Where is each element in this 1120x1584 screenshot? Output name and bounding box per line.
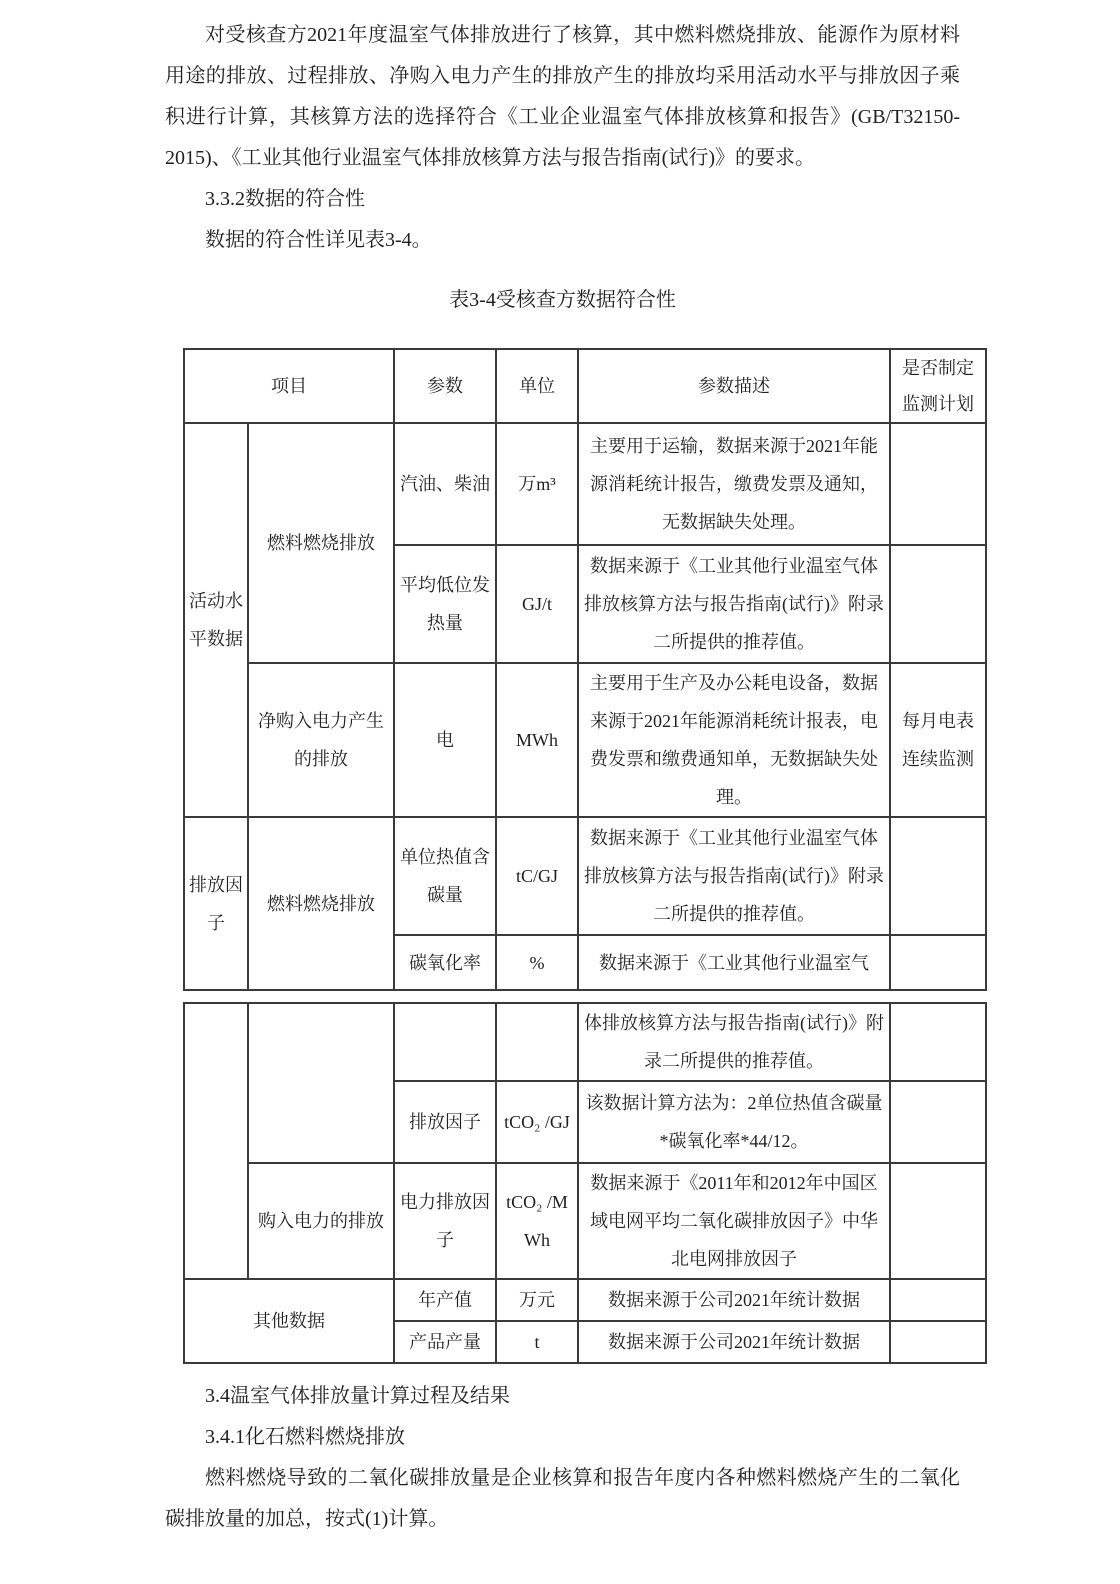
cell-unit: 万m³ [496,423,578,545]
cell-plan-empty [890,1081,986,1163]
cell-desc: 主要用于运输，数据来源于2021年能源消耗统计报告，缴费发票及通知，无数据缺失处理。 [578,423,890,545]
cell-param: 汽油、柴油 [394,423,496,545]
cell-unit: MWh [496,663,578,817]
section-heading-3-3-2: 3.3.2数据的符合性 [205,188,365,210]
data-table-block2 [183,1002,987,1364]
intro-paragraph: 对受核查方2021年度温室气体排放进行了核算，其中燃料燃烧排放、能源作为原材料用途的排放、过程排放、净购入电力产生的排放产生的排放均采用活动水平与排放因子乘积进行计算，其核算方法的选择符合《工业企业温室气体排放核算和报告》(GB/T32150-2015)、《工业其他行业温室气体排放核算方法与报告指南(试行)》的要求。 [165,24,960,169]
cell-unit: 万元 [496,1279,578,1321]
closing-paragraph: 燃料燃烧导致的二氧化碳排放量是企业核算和报告年度内各种燃料燃烧产生的二氧化碳排放量的加总，按式(1)计算。 [165,1467,960,1530]
table-row [184,1163,986,1279]
cell-category: 净购入电力产生的排放 [248,663,394,817]
table-row [184,817,986,935]
cell-category: 购入电力的排放 [248,1163,394,1279]
cell-plan-empty [890,1003,986,1081]
header-cell-item: 项目 [184,349,394,423]
section-heading-3-4: 3.4温室气体排放量计算过程及结果 [205,1385,510,1407]
cell-param: 单位热值含碳量 [394,817,496,935]
cell-plan-empty [890,423,986,545]
cell-desc: 数据来源于《工业其他行业温室气体排放核算方法与报告指南(试行)》附录二所提供的推荐值。 [578,545,890,663]
cell-unit: t [496,1321,578,1363]
cell-param: 排放因子 [394,1081,496,1163]
cell-plan-empty [890,1279,986,1321]
table-row [184,423,986,545]
cell-param: 年产值 [394,1279,496,1321]
cell-param: 电力排放因子 [394,1163,496,1279]
header-cell-unit: 单位 [496,349,578,423]
cell-param: 产品产量 [394,1321,496,1363]
cell-plan-empty [890,817,986,935]
cell-unit: % [496,935,578,990]
header-cell-desc: 参数描述 [578,349,890,423]
cell-desc: 体排放核算方法与报告指南(试行)》附录二所提供的推荐值。 [578,1003,890,1081]
table-row [184,1003,986,1081]
cell-plan-empty [890,1321,986,1363]
cell-desc: 主要用于生产及办公耗电设备，数据来源于2021年能源消耗统计报表，电费发票和缴费通知单，无数据缺失处理。 [578,663,890,817]
cell-unit: GJ/t [496,545,578,663]
cell-desc: 数据来源于《工业其他行业温室气 [578,935,890,990]
cell-desc: 数据来源于《工业其他行业温室气体排放核算方法与报告指南(试行)》附录二所提供的推荐值。 [578,817,890,935]
cell-param [394,1003,496,1081]
cell-group-activity: 活动水平数据 [184,423,248,817]
cell-category-other: 其他数据 [184,1279,394,1363]
cell-plan-empty [890,545,986,663]
cell-param: 电 [394,663,496,817]
table-row [184,1279,986,1321]
cell-plan-empty [890,935,986,990]
cell-group-empty [184,1003,248,1279]
cell-category-empty [248,1003,394,1163]
header-cell-plan: 是否制定监测计划 [890,349,986,423]
cell-unit: tCO₂ /GJ [496,1081,578,1163]
table-title: 表3-4受核查方数据符合性 [449,289,676,311]
cell-unit [496,1003,578,1081]
cell-param: 平均低位发热量 [394,545,496,663]
cell-plan: 每月电表连续监测 [890,663,986,817]
cell-unit: tC/GJ [496,817,578,935]
cell-desc: 数据来源于公司2021年统计数据 [578,1321,890,1363]
table-header-row [184,349,986,423]
data-table-block1 [183,348,987,991]
cell-group-factor: 排放因子 [184,817,248,990]
cell-category: 燃料燃烧排放 [248,817,394,990]
cell-param: 碳氧化率 [394,935,496,990]
cell-desc: 数据来源于公司2021年统计数据 [578,1279,890,1321]
table-row [184,663,986,817]
header-cell-param: 参数 [394,349,496,423]
cell-desc: 数据来源于《2011年和2012年中国区域电网平均二氧化碳排放因子》中华北电网排放因子 [578,1163,890,1279]
cell-unit: tCO₂ /MWh [496,1163,578,1279]
see-table-line: 数据的符合性详见表3-4。 [205,229,432,251]
cell-category: 燃料燃烧排放 [248,423,394,663]
cell-plan-empty [890,1163,986,1279]
section-heading-3-4-1: 3.4.1化石燃料燃烧排放 [205,1426,405,1448]
cell-desc: 该数据计算方法为：2单位热值含碳量*碳氧化率*44/12。 [578,1081,890,1163]
